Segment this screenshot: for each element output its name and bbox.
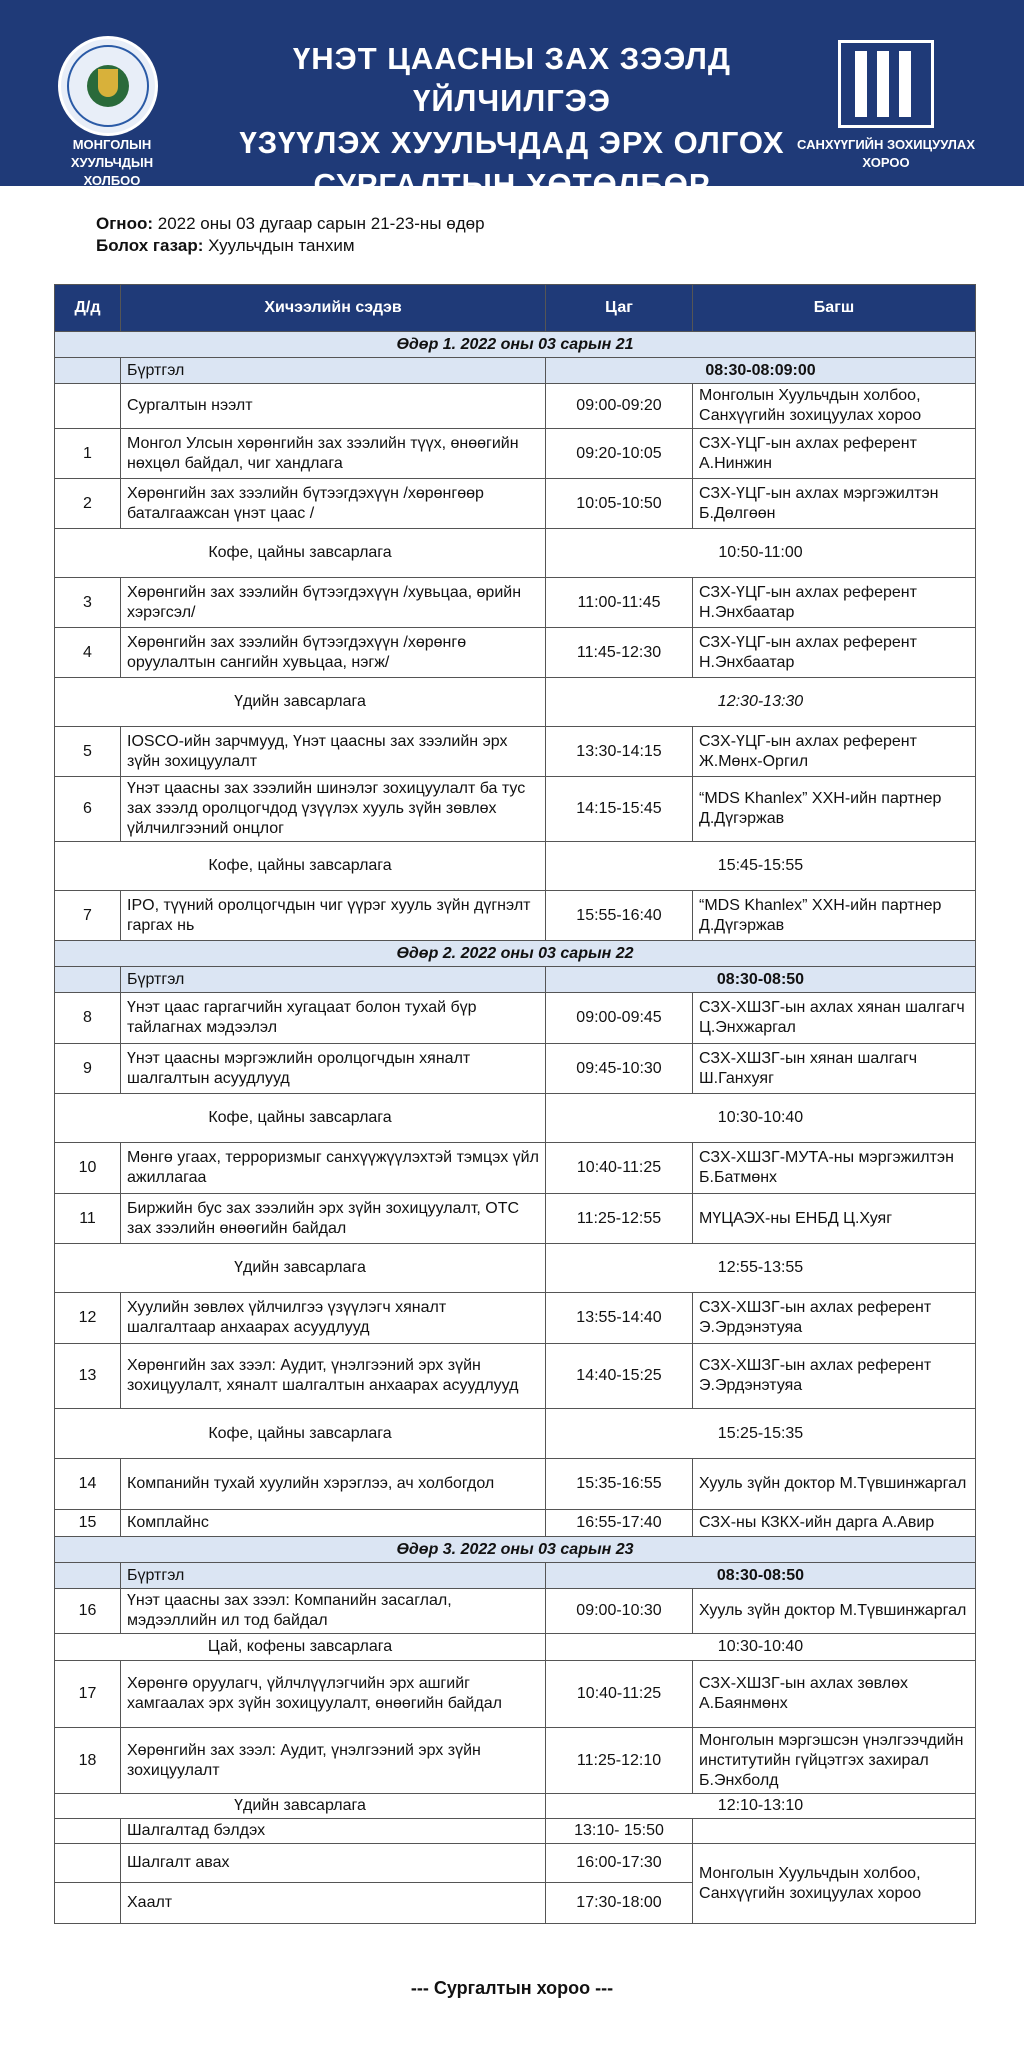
num-cell [55,358,121,384]
lesson-teacher: “MDS Khanlex” ХХН-ийн партнер Д.Дүгэржав [693,777,976,842]
break-time: 12:30-13:30 [546,678,976,727]
table-row [55,1728,976,1794]
break-time: 12:10-13:10 [546,1794,976,1819]
event-meta [96,213,485,257]
table-row [55,1143,976,1194]
break-row [55,1094,976,1143]
lesson-time: 09:00-09:20 [546,384,693,429]
lesson-number [55,384,121,429]
day-title-row [55,332,976,358]
table-row [55,1510,976,1537]
registration-time: 08:30-08:50 [546,1563,976,1589]
logo-bar [877,51,889,117]
frc-logo [838,40,934,128]
date-label: Огноо: [96,214,154,233]
closing-row [55,1819,976,1844]
break-label: Үдийн завсарлага [55,1244,546,1293]
registration-label: Бүртгэл [121,358,546,384]
lesson-topic: Үнэт цаасны мэргэжлийн оролцогчдын хяналт шалгалтын асуудлууд [121,1044,546,1094]
lesson-time: 10:05-10:50 [546,479,693,529]
table-row [55,429,976,479]
logo-bar [855,51,867,117]
lesson-time: 09:00-10:30 [546,1589,693,1634]
table-row [55,891,976,941]
lesson-teacher: СЗХ-ҮЦГ-ын ахлах референт Н.Энхбаатар [693,628,976,678]
break-time: 10:30-10:40 [546,1634,976,1661]
lesson-time: 10:40-11:25 [546,1143,693,1194]
lesson-time: 11:25-12:10 [546,1728,693,1794]
lesson-number: 15 [55,1510,121,1537]
closing-time: 16:00-17:30 [546,1844,693,1883]
header-teacher: Багш [693,285,976,332]
lesson-teacher: СЗХ-ҮЦГ-ын ахлах референт Ж.Мөнх-Оргил [693,727,976,777]
org-left-name [32,136,192,190]
table-row [55,628,976,678]
table-row [55,1661,976,1728]
break-time: 10:50-11:00 [546,529,976,578]
lesson-topic: Хуулийн зөвлөх үйлчилгээ үзүүлэгч хяналт шалгалтаар анхаарах асуудлууд [121,1293,546,1344]
lesson-time: 14:15-15:45 [546,777,693,842]
day-title-row [55,1537,976,1563]
org-right-line: ХОРОО [862,155,910,170]
lesson-time: 15:35-16:55 [546,1459,693,1510]
lesson-time: 15:55-16:40 [546,891,693,941]
bar-association-logo [58,36,158,136]
registration-row [55,1563,976,1589]
closing-topic: Шалгалтад бэлдэх [121,1819,546,1844]
table-row [55,1044,976,1094]
lesson-topic: Үнэт цаас гаргагчийн хугацаат болон тухай бүр тайлагнах мэдээлэл [121,993,546,1044]
lesson-number: 13 [55,1344,121,1409]
title-line: ҮНЭТ ЦААСНЫ ЗАХ ЗЭЭЛД ҮЙЛЧИЛГЭЭ [293,41,731,118]
day-title: Өдөр 2. 2022 оны 03 сарын 22 [55,941,976,967]
lesson-number: 3 [55,578,121,628]
org-right-line: САНХҮҮГИЙН ЗОХИЦУУЛАХ [797,137,975,152]
page-header [0,0,1024,202]
day-title: Өдөр 1. 2022 оны 03 сарын 21 [55,332,976,358]
header-time: Цаг [546,285,693,332]
lesson-time: 09:20-10:05 [546,429,693,479]
lesson-number: 14 [55,1459,121,1510]
closing-topic: Шалгалт авах [121,1844,546,1883]
break-label: Кофе, цайны завсарлага [55,1409,546,1459]
table-row [55,777,976,842]
lesson-number: 9 [55,1044,121,1094]
lesson-topic: Мөнгө угаах, терроризмыг санхүүжүүлэхтэй тэмцэх үйл ажиллагаа [121,1143,546,1194]
lesson-number: 18 [55,1728,121,1794]
org-left-line: ХОЛБОО [83,173,141,188]
lesson-topic: Хөрөнгийн зах зээлийн бүтээгдэхүүн /хөрөнгө оруулалтын сангийн хувьцаа, нэгж/ [121,628,546,678]
org-left-line: МОНГОЛЫН ХУУЛЬЧДЫН [70,137,154,170]
closing-time: 13:10- 15:50 [546,1819,693,1844]
num-cell [55,1819,121,1844]
table-row [55,727,976,777]
table-row [55,479,976,529]
lesson-topic: Компанийн тухай хуулийн хэрэглээ, ач холбогдол [121,1459,546,1510]
lesson-teacher: СЗХ-ХШЗГ-ын ахлах референт Э.Эрдэнэтуяа [693,1293,976,1344]
lesson-teacher: СЗХ-ҮЦГ-ын ахлах референт А.Нинжин [693,429,976,479]
table-row [55,1344,976,1409]
lesson-number: 8 [55,993,121,1044]
lesson-time: 16:55-17:40 [546,1510,693,1537]
break-row [55,1794,976,1819]
break-label: Үдийн завсарлага [55,1794,546,1819]
lesson-number: 17 [55,1661,121,1728]
lesson-topic: Үнэт цаасны зах зээл: Компанийн засаглал, мэдээллийн ил тод байдал [121,1589,546,1634]
lesson-teacher: СЗХ-ХШЗГ-ын ахлах зөвлөх А.Баянмөнх [693,1661,976,1728]
title-line: СУРГАЛТЫН ХӨТӨЛБӨР [313,167,711,202]
break-row [55,1244,976,1293]
lesson-teacher: СЗХ-ХШЗГ-ын ахлах хянан шалгагч Ц.Энхжаргал [693,993,976,1044]
break-label: Цай, кофены завсарлага [55,1634,546,1661]
lesson-teacher: “MDS Khanlex” ХХН-ийн партнер Д.Дүгэржав [693,891,976,941]
lesson-teacher: СЗХ-ны КЗКХ-ийн дарга А.Авир [693,1510,976,1537]
num-cell [55,1563,121,1589]
lesson-time: 11:25-12:55 [546,1194,693,1244]
lesson-teacher: СЗХ-ХШЗГ-ын ахлах референт Э.Эрдэнэтуяа [693,1344,976,1409]
break-label: Кофе, цайны завсарлага [55,529,546,578]
lesson-time: 14:40-15:25 [546,1344,693,1409]
lesson-teacher: Хууль зүйн доктор М.Түвшинжаргал [693,1589,976,1634]
lesson-time: 09:45-10:30 [546,1044,693,1094]
schedule-body [55,332,976,1924]
title-line: ҮЗҮҮЛЭХ ХУУЛЬЧДАД ЭРХ ОЛГОХ [239,125,785,160]
break-time: 10:30-10:40 [546,1094,976,1143]
lesson-teacher: Хууль зүйн доктор М.Түвшинжаргал [693,1459,976,1510]
table-row [55,1589,976,1634]
day-title: Өдөр 3. 2022 оны 03 сарын 23 [55,1537,976,1563]
table-row [55,1194,976,1244]
lesson-number: 10 [55,1143,121,1194]
lesson-number: 6 [55,777,121,842]
lesson-topic: IPO, түүний оролцогчдын чиг үүрэг хууль зүйн дүгнэлт гаргах нь [121,891,546,941]
lesson-number: 12 [55,1293,121,1344]
lesson-topic: Хөрөнгийн зах зээлийн бүтээгдэхүүн /хөрөнгөөр баталгаажсан үнэт цаас / [121,479,546,529]
lesson-teacher: СЗХ-ХШЗГ-ын хянан шалгагч Ш.Ганхуяг [693,1044,976,1094]
break-time: 15:45-15:55 [546,842,976,891]
break-label: Кофе, цайны завсарлага [55,842,546,891]
lesson-time: 11:00-11:45 [546,578,693,628]
registration-label: Бүртгэл [121,1563,546,1589]
registration-row [55,967,976,993]
lesson-topic: Хөрөнгийн зах зээлийн бүтээгдэхүүн /хувьцаа, өрийн хэрэгсэл/ [121,578,546,628]
break-label: Кофе, цайны завсарлага [55,1094,546,1143]
header-num: Д/д [55,285,121,332]
closing-row [55,1844,976,1883]
break-row [55,1409,976,1459]
registration-label: Бүртгэл [121,967,546,993]
lesson-time: 13:55-14:40 [546,1293,693,1344]
org-right-name [786,136,986,172]
closing-teacher: Монголын Хуульчдын холбоо, Санхүүгийн зохицуулах хороо [693,1844,976,1924]
lesson-number: 5 [55,727,121,777]
lesson-teacher: СЗХ-ҮЦГ-ын ахлах референт Н.Энхбаатар [693,578,976,628]
lesson-topic: Хөрөнгө оруулагч, үйлчлүүлэгчийн эрх ашгийг хамгаалах эрх зүйн зохицуулалт, өнөөгийн байдал [121,1661,546,1728]
num-cell [55,1844,121,1883]
lesson-number: 11 [55,1194,121,1244]
lesson-number: 4 [55,628,121,678]
lesson-time: 13:30-14:15 [546,727,693,777]
lesson-teacher: СЗХ-ХШЗГ-МУТА-ны мэргэжилтэн Б.Батмөнх [693,1143,976,1194]
lesson-topic: Монгол Улсын хөрөнгийн зах зээлийн түүх, өнөөгийн нөхцөл байдал, чиг хандлага [121,429,546,479]
page-title [210,38,814,206]
place-line [96,235,485,257]
date-line [96,213,485,235]
lesson-time: 11:45-12:30 [546,628,693,678]
lesson-number: 1 [55,429,121,479]
break-time: 12:55-13:55 [546,1244,976,1293]
table-header-row [55,285,976,332]
closing-topic: Хаалт [121,1883,546,1924]
lesson-number: 7 [55,891,121,941]
lesson-topic: Үнэт цаасны зах зээлийн шинэлэг зохицуулалт ба тус зах зээлд оролцогчдод үзүүлэх хууль зүйн зөвлөх үйлчилгээний онцлог [121,777,546,842]
lesson-teacher: Монголын мэргэшсэн үнэлгээчдийн институтийн гүйцэтгэх захирал Б.Энхболд [693,1728,976,1794]
lesson-time: 09:00-09:45 [546,993,693,1044]
lesson-topic: Биржийн бус зах зээлийн эрх зүйн зохицуулалт, OTC зах зээлийн өнөөгийн байдал [121,1194,546,1244]
lesson-topic: Комплайнс [121,1510,546,1537]
table-row [55,993,976,1044]
closing-empty [693,1819,976,1844]
lesson-time: 10:40-11:25 [546,1661,693,1728]
shield-icon [98,69,118,97]
break-row [55,1634,976,1661]
table-row [55,384,976,429]
table-row [55,578,976,628]
break-row [55,529,976,578]
date-value: 2022 оны 03 дугаар сарын 21-23-ны өдөр [153,214,485,233]
break-row [55,842,976,891]
logo-bar [899,51,911,117]
table-row [55,1293,976,1344]
lesson-number: 2 [55,479,121,529]
registration-row [55,358,976,384]
lesson-teacher: СЗХ-ҮЦГ-ын ахлах мэргэжилтэн Б.Дөлгөөн [693,479,976,529]
num-cell [55,1883,121,1924]
footer-signature: --- Сургалтын хороо --- [410,1978,614,1998]
lesson-teacher: МҮЦАЭХ-ны ЕНБД Ц.Хуяг [693,1194,976,1244]
lesson-topic: Хөрөнгийн зах зээл: Аудит, үнэлгээний эрх зүйн зохицуулалт [121,1728,546,1794]
place-label: Болох газар: [96,236,204,255]
closing-time: 17:30-18:00 [546,1883,693,1924]
header-topic: Хичээлийн сэдэв [121,285,546,332]
lesson-topic: Хөрөнгийн зах зээл: Аудит, үнэлгээний эрх зүйн зохицуулалт, хяналт шалгалтын анхаарах асуудлууд [121,1344,546,1409]
schedule-table [54,284,976,1924]
break-row [55,678,976,727]
lesson-topic: Сургалтын нээлт [121,384,546,429]
lesson-number: 16 [55,1589,121,1634]
place-value: Хуульчдын танхим [203,236,355,255]
table-row [55,1459,976,1510]
break-time: 15:25-15:35 [546,1409,976,1459]
break-label: Үдийн завсарлага [55,678,546,727]
day-title-row [55,941,976,967]
lesson-teacher: Монголын Хуульчдын холбоо, Санхүүгийн зохицуулах хороо [693,384,976,429]
num-cell [55,967,121,993]
registration-time: 08:30-08:09:00 [546,358,976,384]
registration-time: 08:30-08:50 [546,967,976,993]
lesson-topic: IOSCO-ийн зарчмууд, Үнэт цаасны зах зээлийн эрх зүйн зохицуулалт [121,727,546,777]
